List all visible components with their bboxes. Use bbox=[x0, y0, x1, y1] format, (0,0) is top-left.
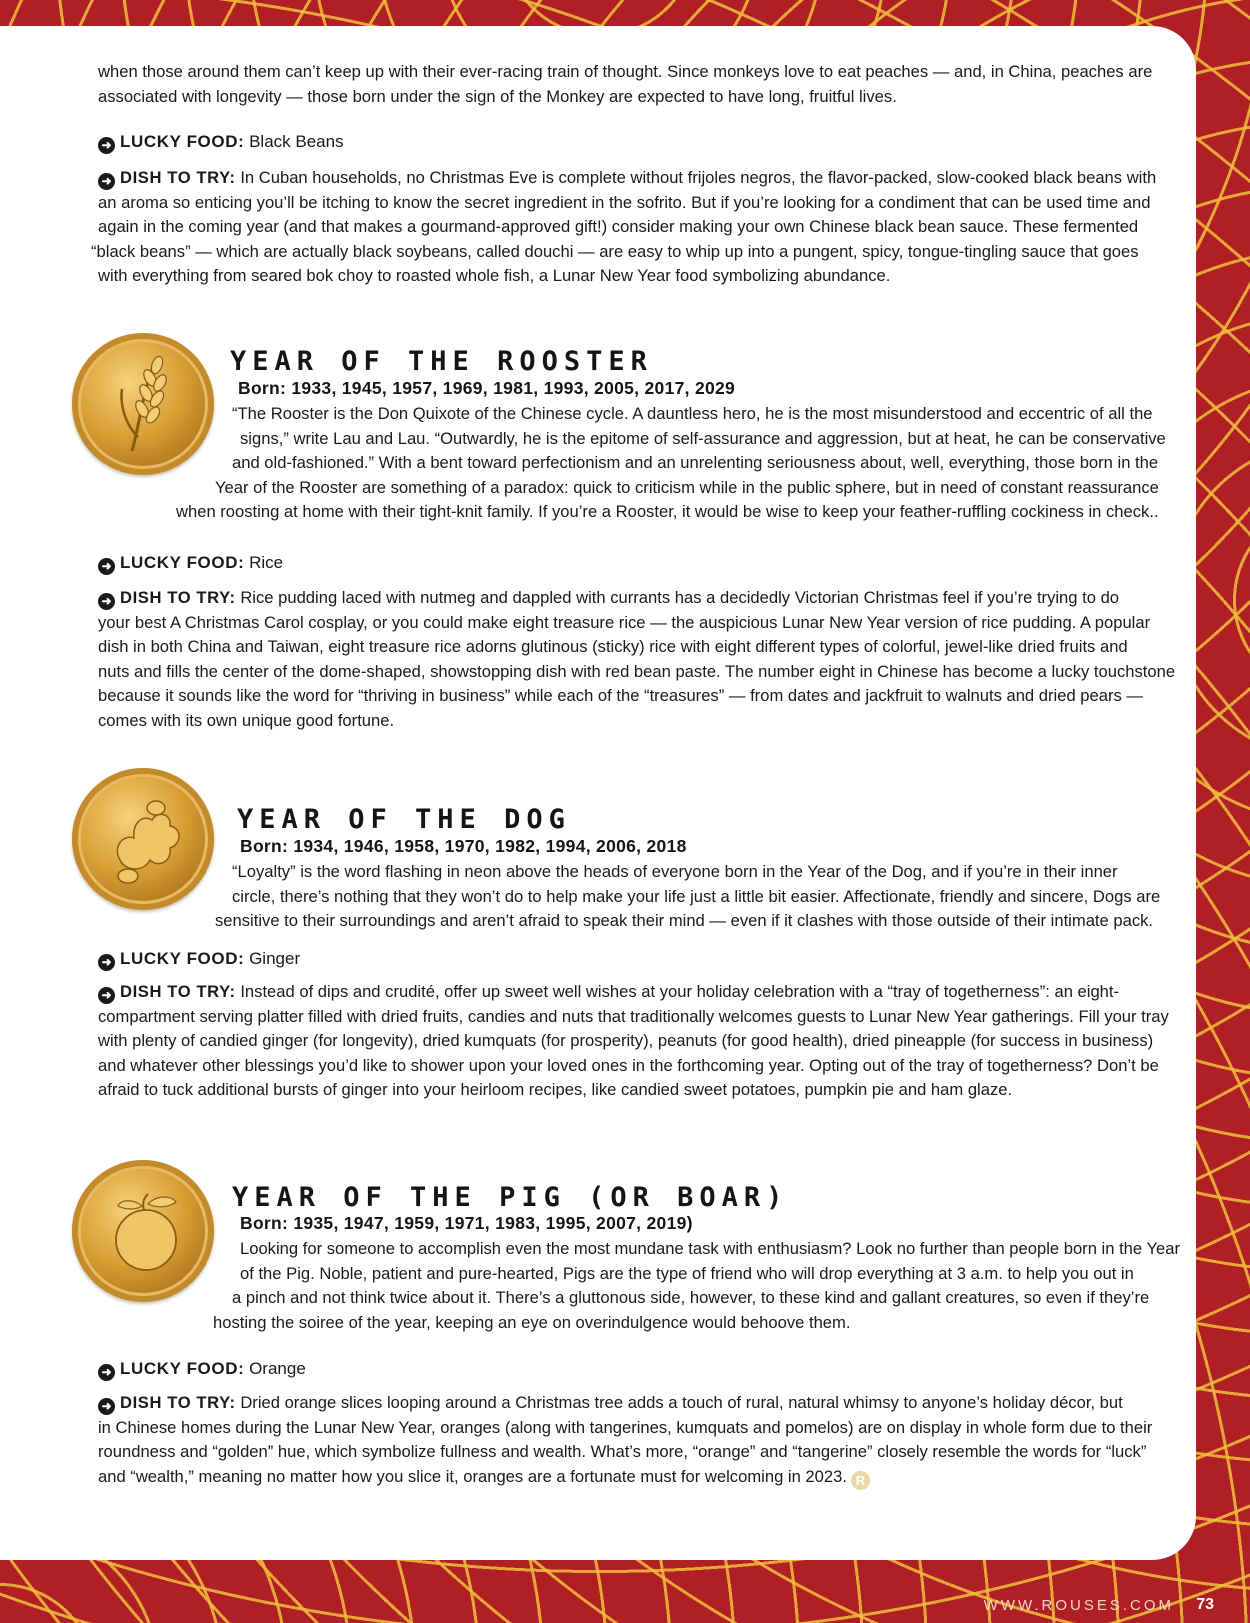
pig-description bbox=[0, 1237, 1196, 1335]
arrow-circle-icon: ➜ bbox=[98, 954, 115, 971]
website-footer: WWW.ROUSES.COM bbox=[983, 1597, 1174, 1614]
page-number: 73 bbox=[1196, 1596, 1214, 1613]
text-line: “black beans” — which are actually black soybeans, called douchi — are easy to whip up into a pungent, spicy, tongue-tingling sauce that goes bbox=[91, 241, 1139, 261]
text-line: of the Pig. Noble, patient and pure-hearted, Pigs are the type of friend who will drop everything at 3 a.m. to help you out in bbox=[240, 1263, 1134, 1283]
lucky-food-label: LUCKY FOOD: bbox=[120, 132, 245, 151]
lucky-food-row bbox=[98, 947, 300, 972]
arrow-circle-icon: ➜ bbox=[98, 593, 115, 610]
dish-label: DISH TO TRY: bbox=[120, 982, 236, 1001]
text-line: associated with longevity — those born under the sign of the Monkey are expected to have long, fruitful lives. bbox=[98, 86, 897, 106]
rooster-born-years: Born: 1933, 1945, 1957, 1969, 1981, 1993, 2005, 2017, 2029 bbox=[238, 378, 736, 398]
lucky-food-value: Black Beans bbox=[249, 132, 344, 151]
lucky-food-label: LUCKY FOOD: bbox=[120, 553, 245, 572]
text-line: a pinch and not think twice about it. There’s a gluttonous side, however, to these kind and gallant creatures, so even if they’re bbox=[232, 1288, 1150, 1308]
lucky-food-value: Ginger bbox=[249, 949, 301, 968]
text-line: compartment serving platter filled with dried fruits, candies and nuts that traditionally welcomes guests to Lunar New Year gatherings. Fill your tray bbox=[98, 1006, 1169, 1026]
dish-paragraph bbox=[91, 166, 1173, 289]
rooster-description bbox=[0, 402, 1196, 525]
text-line: and “wealth,” meaning no matter how you slice it, oranges are a fortunate must for welcoming in 2023. bbox=[98, 1466, 847, 1486]
text-line: your best A Christmas Carol cosplay, or you could make eight treasure rice — the auspicious Lunar New Year version of rice pudding. A popular bbox=[98, 612, 1151, 632]
text-line: again in the coming year (and that makes a gourmand-approved gift!) consider making your own Chinese black bean sauce. These fermented bbox=[98, 217, 1139, 237]
lucky-food-row bbox=[98, 130, 344, 155]
arrow-circle-icon: ➜ bbox=[98, 987, 115, 1004]
text-line: afraid to tuck additional bursts of ginger into your heirloom recipes, like candied sweet potatoes, pumpkin pie and ham glaze. bbox=[98, 1080, 1013, 1100]
text-line: when roosting at home with their tight-knit family. If you’re a Rooster, it would be wise to keep your feather-ruffling cockiness in check.. bbox=[176, 502, 1159, 522]
text-line: nuts and fills the center of the dome-shaped, showstopping dish with red bean paste. The number eight in Chinese has become a lucky touchstone bbox=[98, 661, 1176, 681]
arrow-circle-icon: ➜ bbox=[98, 173, 115, 190]
text-line: and old-fashioned.” With a bent toward perfectionism and an unrelenting seriousness about, well, everything, those born in the bbox=[232, 453, 1159, 473]
text-line: an aroma so enticing you’ll be itching to know the secret ingredient in the sofrito. But if you’re looking for a condiment that can be used time and bbox=[98, 192, 1151, 212]
text-line: Rice pudding laced with nutmeg and dappled with currants has a decidedly Victorian Christmas feel if you’re trying to do bbox=[240, 588, 1120, 607]
pig-title: YEAR OF THE PIG (OR BOAR) bbox=[232, 1182, 789, 1213]
dish-paragraph bbox=[98, 586, 1176, 734]
rouses-logo-icon: R bbox=[851, 1471, 870, 1490]
text-line: with plenty of candied ginger (for longevity), dried kumquats (for prosperity), peanuts (for good health), dried pineapple (for success in business) bbox=[98, 1031, 1154, 1051]
lucky-food-label: LUCKY FOOD: bbox=[120, 1359, 245, 1378]
text-line: In Cuban households, no Christmas Eve is complete without frijoles negros, the flavor-packed, slow-cooked black beans with bbox=[240, 168, 1157, 187]
dish-label: DISH TO TRY: bbox=[120, 168, 236, 187]
text-line: Looking for someone to accomplish even the most mundane task with enthusiasm? Look no further than people born in the Year bbox=[240, 1239, 1180, 1258]
pig-born-years: Born: 1935, 1947, 1959, 1971, 1983, 1995, 2007, 2019) bbox=[240, 1213, 693, 1233]
intro-paragraph bbox=[98, 60, 1173, 109]
lucky-food-label: LUCKY FOOD: bbox=[120, 949, 245, 968]
lucky-food-value: Orange bbox=[249, 1359, 306, 1378]
text-line: in Chinese homes during the Lunar New Year, oranges (along with tangerines, kumquats and pomelos) are on display in whole form due to their bbox=[98, 1417, 1153, 1437]
text-line: Year of the Rooster are something of a paradox: quick to criticism while in the public sphere, but in need of constant reassurance bbox=[215, 477, 1159, 497]
text-line: sensitive to their surroundings and aren’t afraid to speak their mind — even if it clashes with those outside of their intimate pack. bbox=[215, 911, 1154, 931]
dish-label: DISH TO TRY: bbox=[120, 1393, 236, 1412]
dog-description bbox=[0, 860, 1196, 934]
text-line: Dried orange slices looping around a Christmas tree adds a touch of rural, natural whimsy to anyone’s holiday décor, but bbox=[240, 1393, 1123, 1412]
arrow-circle-icon: ➜ bbox=[98, 558, 115, 575]
text-line: circle, there’s nothing that they won’t do to help make your life just a little bit easier. Affectionate, friendly and sincere, Dogs are bbox=[232, 886, 1161, 906]
text-line: signs,” write Lau and Lau. “Outwardly, he is the epitome of self-assurance and aggression, but at heat, he can be conservative bbox=[240, 428, 1166, 448]
text-line: and whatever other blessings you’d like to shower upon your loved ones in the forthcoming year. Opting out of the tray of togetherness? Don’t be bbox=[98, 1055, 1159, 1075]
text-line: “Loyalty” is the word flashing in neon above the heads of everyone born in the Year of the Dog, and if you’re in their inner bbox=[232, 862, 1118, 881]
lucky-food-row bbox=[98, 551, 283, 576]
rooster-title: YEAR OF THE ROOSTER bbox=[230, 346, 653, 377]
lucky-food-value: Rice bbox=[249, 553, 284, 572]
text-line: with everything from seared bok choy to roasted whole fish, a Lunar New Year food symbolizing abundance. bbox=[98, 266, 891, 286]
text-line: dish in both China and Taiwan, eight treasure rice adorns glutinous (sticky) rice with eight different types of colorful, jewel-like dried fruits and bbox=[98, 637, 1128, 657]
arrow-circle-icon: ➜ bbox=[98, 1398, 115, 1415]
text-line: hosting the soiree of the year, keeping an eye on overindulgence would behoove them. bbox=[213, 1312, 851, 1332]
lucky-food-row bbox=[98, 1357, 306, 1382]
text-line: roundness and “golden” hue, which symbolize fullness and wealth. What’s more, “orange” and “tangerine” closely resemble the words for “luck” bbox=[98, 1442, 1147, 1462]
dish-label: DISH TO TRY: bbox=[120, 588, 236, 607]
text-line: “The Rooster is the Don Quixote of the Chinese cycle. A dauntless hero, he is the most misunderstood and eccentric of all the bbox=[232, 404, 1153, 423]
text-line: Instead of dips and crudité, offer up sweet well wishes at your holiday celebration with a “tray of togetherness”: an eight- bbox=[240, 982, 1120, 1001]
text-line: because it sounds like the word for “thriving in business” while each of the “treasures” — from dates and jackfruit to walnuts and dried pears — bbox=[98, 686, 1143, 706]
dish-paragraph bbox=[98, 980, 1173, 1103]
dog-born-years: Born: 1934, 1946, 1958, 1970, 1982, 1994, 2006, 2018 bbox=[240, 836, 687, 856]
text-line: comes with its own unique good fortune. bbox=[98, 710, 395, 730]
text-line: when those around them can’t keep up with their ever-racing train of thought. Since monkeys love to eat peaches — and, in China, peaches are bbox=[98, 62, 1153, 81]
arrow-circle-icon: ➜ bbox=[98, 137, 115, 154]
dog-title: YEAR OF THE DOG bbox=[237, 804, 571, 835]
dish-paragraph bbox=[98, 1391, 1173, 1490]
arrow-circle-icon: ➜ bbox=[98, 1364, 115, 1381]
